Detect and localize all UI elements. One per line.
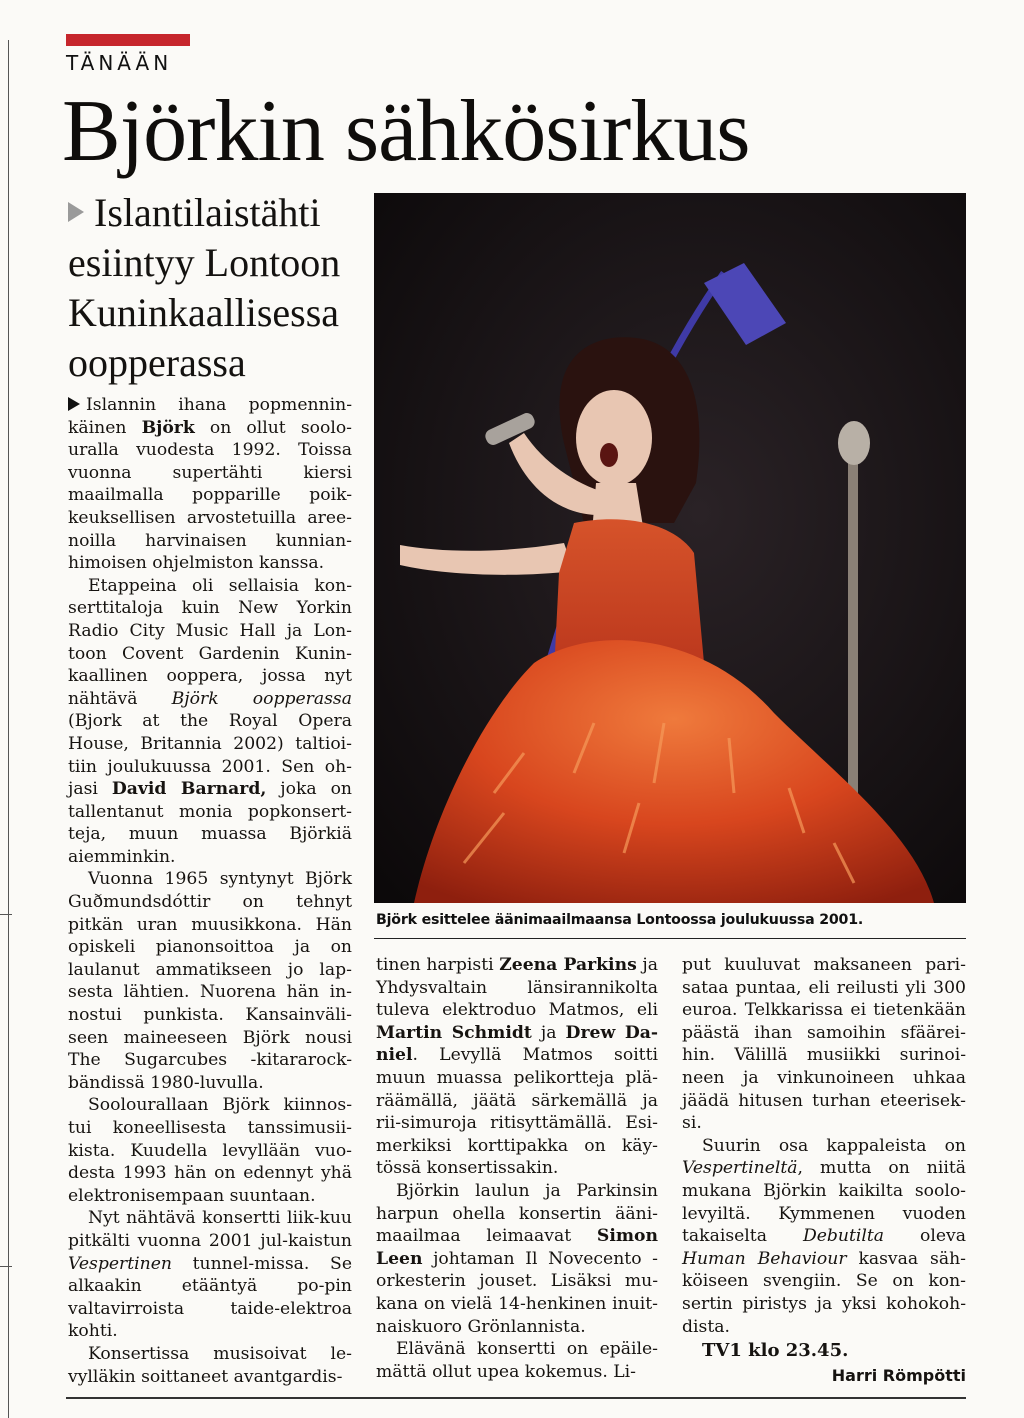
text: . Levyllä Matmos soitti muun muassa pelikortteja plä-räämällä, jäätä särkemällä ja rii-simuroja ritisyttämällä. Esi-merkiksi korttipakka on käy-tössä konsertissakin. — [376, 1045, 658, 1179]
text: ja Yhdysvaltain länsirannikolta tuleva elektroduo Matmos, eli — [376, 955, 658, 1021]
italic-title: Björk oopperassa — [171, 688, 352, 709]
concert-photo — [374, 193, 966, 903]
bold-name: Zeena Parkins — [499, 955, 637, 975]
text: (Bjork at the Royal Opera House, Britannia 2002) taltioi-tiin joulukuussa 2001. Sen oh-jasi — [68, 711, 352, 800]
text: Suurin osa kappaleista on — [702, 1135, 966, 1156]
text: ja — [531, 1022, 566, 1043]
author-byline: Harri Römpötti — [831, 1365, 966, 1385]
bold-name: Björk — [141, 417, 195, 438]
bold-name: Martin Schmidt — [376, 1022, 532, 1043]
section-label: TÄNÄÄN — [66, 51, 173, 75]
section-color-bar — [66, 34, 190, 46]
mouth — [600, 443, 618, 467]
paragraph — [68, 1207, 352, 1343]
microphone-silver — [838, 421, 870, 465]
italic-title: Vespertinen — [68, 1253, 172, 1274]
text: Björkin laulun ja Parkinsin harpun ohella konsertin ääni-maailmaa leimaavat — [376, 1180, 658, 1247]
text: joka on tallentanut monia popkonsert-teja, muun muassa Björkiä aiemminkin. — [68, 779, 353, 867]
text: , mutta on niitä mukana Björkin kaikilta soolo-levyiltä. Kymmenen vuoden takaiselta — [682, 1158, 966, 1247]
bold-name: David Barnard, — [111, 779, 267, 800]
paragraph — [68, 575, 352, 869]
text: tinen harpisti — [376, 955, 500, 975]
italic-title: Debutilta — [802, 1226, 885, 1247]
bottom-rule — [66, 1397, 966, 1399]
paragraph — [376, 1338, 658, 1383]
paragraph — [68, 868, 352, 1094]
text: Konsertissa musisoivat le-vylläkin soittaneet avantgardis- — [68, 1343, 352, 1387]
side-tick-mark — [0, 914, 12, 915]
text: kasvaa säh-köiseen svengiin. Se on kon-sertin piristys ja yksi kohokoh-dista. — [682, 1248, 966, 1337]
paragraph — [376, 1180, 658, 1338]
text: on ollut soolo-uralla vuodesta 1992. Toissa vuonna supertähti kiersi maailmalla popparille poik-keuksellisen arvostetuilla aree-noilla harvinaisen kunnian-himoisen ohjelmiston kanssa. — [68, 417, 352, 574]
subheading — [68, 188, 368, 388]
text: tunnel-missa. Se alkaakin etääntyä po-pin valtavirroista taide-elektroa kohti. — [68, 1253, 352, 1342]
triangle-bullet-icon — [68, 202, 84, 222]
subheading-text: Islantilaistähti esiintyy Lontoon Kuninkaallisessa oopperassa — [68, 190, 341, 385]
text: Vuonna 1965 syntynyt Björk Guðmundsdóttir on tehnyt pitkän uran muusikkona. Hän opiskeli pianonsoittoa ja on laulanut ammatikseen jo lap-sesta lähtien. Nuorena hän in-nostui punkista. Kansainväli-seen maineeseen Björk nousi The Sugarcubes -kitararock-bändissä 1980-luvulla. — [68, 869, 352, 1093]
text: Soolourallaan Björk kiinnos-tui koneellisesta tanssimusii-kista. Kuudella levyllään vuo-desta 1993 hän on edennyt yhä elektronisempaan suuntaan. — [68, 1095, 352, 1206]
triangle-bullet-icon — [68, 397, 80, 411]
text: put kuuluvat maksaneen pari-sataa puntaa, eli reilusti yli 300 euroa. Telkkarissa ei tietenkään päästä ihan samoihin sfäärei-hin. Välillä musiikki surinoi-neen ja vinkunoineen uhkaa jäädä hitusen turhan eteerisek-si. — [682, 955, 966, 1134]
caption-rule — [374, 938, 966, 939]
bold-name: Simon Leen — [376, 1226, 658, 1269]
paragraph — [682, 954, 966, 1135]
text: Islannin ihana popmennin-käinen — [68, 395, 352, 438]
text-column-2 — [376, 954, 658, 1383]
paragraph — [68, 1094, 352, 1207]
text: Etappeina oli sellaisia kon-serttitaloja kuin New Yorkin Radio City Music Hall ja Lon-toon Covent Gardenin Kunin-kaallinen ooppera, jossa nyt nähtävä — [68, 575, 352, 709]
text: oleva — [884, 1226, 967, 1247]
paragraph — [68, 1343, 352, 1388]
headline: Björkin sähkösirkus — [62, 83, 750, 180]
paragraph — [68, 394, 352, 575]
text-column-1 — [68, 394, 352, 1388]
italic-title: Human Behaviour — [682, 1248, 847, 1269]
side-tick-mark — [0, 1266, 12, 1267]
text-column-3 — [682, 954, 966, 1387]
italic-title: Vespertineltä — [682, 1158, 798, 1179]
text: johtaman Il Novecento -orkesterin jouset. Lisäksi mu-kana on vielä 14-henkinen inuit-naiskuoro Grönlannista. — [376, 1248, 658, 1337]
paragraph — [682, 1135, 966, 1338]
face — [576, 390, 652, 486]
text: Elävänä konsertti on epäile-mättä ollut upea kokemus. Li- — [376, 1339, 658, 1382]
text: Nyt nähtävä konsertti liik-kuu pitkälti vuonna 2001 jul-kaistun — [68, 1208, 352, 1251]
page-edge-rule — [8, 40, 9, 1418]
bold-name: Drew Da-niel — [376, 1022, 658, 1066]
broadcast-time: TV1 klo 23.45. — [702, 1340, 849, 1362]
paragraph — [376, 954, 658, 1180]
photo-caption: Björk esittelee äänimaailmaansa Lontoossa joulukuussa 2001. — [376, 912, 864, 928]
